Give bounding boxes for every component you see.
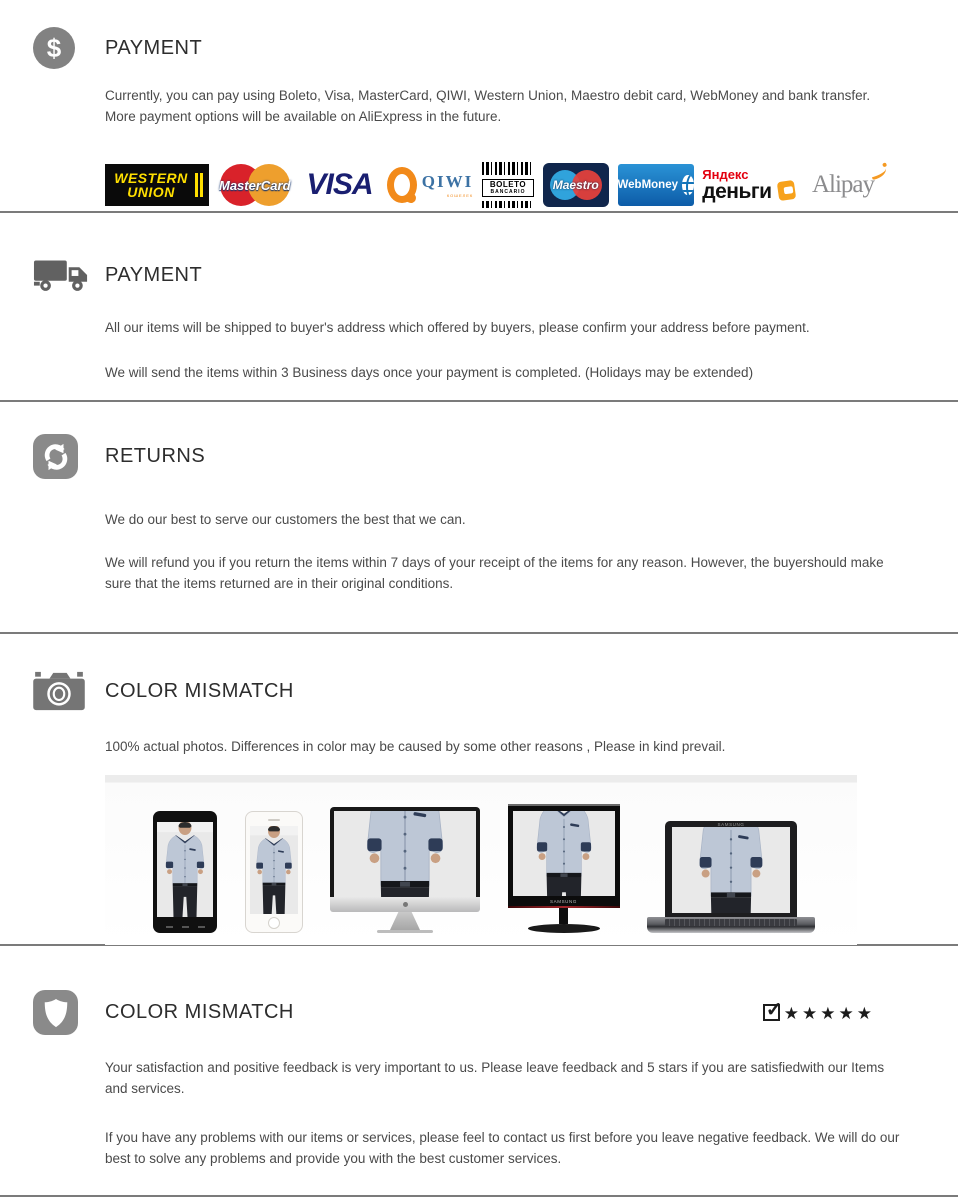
section-paragraph: If you have any problems with our items or services, please feel to contact us first before you leave negative feedback. We will do our best to solve any problems and provide you with the best customer services. <box>105 1130 900 1166</box>
yandex-label-line2: деньги <box>702 180 772 203</box>
section-paragraph: We do our best to serve our customers the best that we can. <box>105 512 466 527</box>
western-union-logo <box>105 164 209 206</box>
wallet-icon <box>776 179 795 200</box>
dollar-glyph: $ <box>46 32 62 63</box>
sync-arrows-icon <box>33 434 78 479</box>
webmoney-logo <box>618 164 694 206</box>
device-laptop <box>647 821 815 933</box>
section-color-mismatch-photos <box>0 634 958 944</box>
truck-icon <box>33 255 89 295</box>
western-union-label-line1: WESTERN <box>114 170 188 186</box>
globe-icon <box>682 175 694 195</box>
laptop-brand-label: SAMSUNG <box>717 822 745 827</box>
qiwi-q-icon <box>387 167 417 203</box>
western-union-bars-icon <box>195 173 203 197</box>
yandex-money-logo <box>702 161 794 209</box>
boleto-logo <box>482 162 534 208</box>
monitor-stand <box>559 908 568 924</box>
qiwi-sublabel: КОШЕЛЕК <box>446 193 474 198</box>
stars-icon: ★★★★★ <box>783 1003 875 1023</box>
yandex-label-line1: Яндекс <box>702 167 749 182</box>
western-union-label-line2: UNION <box>127 184 175 200</box>
boleto-label-line2: BANCARIO <box>490 188 526 195</box>
section-paragraph: Currently, you can pay using Boleto, Visa, MasterCard, QIWI, Western Union, Maestro debit card, WebMoney and bank transfer. More payment options will be available on AliExpress in the future. <box>105 88 871 124</box>
phone-speaker-icon <box>268 819 280 821</box>
visa-label: VISA <box>306 168 373 201</box>
device-smartphone-white <box>245 811 303 933</box>
section-title: COLOR MISMATCH <box>105 1001 294 1023</box>
visa-logo <box>301 164 379 206</box>
section-title: RETURNS <box>105 445 206 467</box>
imac-chin <box>330 897 480 912</box>
imac-stand <box>390 912 420 930</box>
section-paragraph: Your satisfaction and positive feedback is very important to us. Please leave feedback and 5 stars if you are satisfiedwith our Items and services. <box>105 1060 885 1096</box>
barcode-icon <box>482 162 534 175</box>
section-paragraph: We will send the items within 3 Business days once your payment is completed. (Holidays may be extended) <box>105 365 754 380</box>
laptop-keyboard-base <box>647 917 815 933</box>
imac-logo-dot-icon <box>403 902 408 907</box>
section-returns <box>0 402 958 632</box>
section-title: PAYMENT <box>105 36 203 59</box>
section-paragraph: 100% actual photos. Differences in color may be caused by some other reasons , Please in kind prevail. <box>105 739 726 754</box>
mastercard-logo <box>218 162 292 208</box>
imac-base <box>377 930 433 933</box>
section-paragraph: We will refund you if you return the items within 7 days of your receipt of the items for any reason. However, the buyershould make sure that the items returned are in their original conditions. <box>105 555 884 591</box>
phone-home-button-icon <box>268 917 280 929</box>
alipay-swoosh-icon <box>870 167 888 181</box>
section-paragraph: All our items will be shipped to buyer's address which offered by buyers, please confirm your address before payment. <box>105 320 810 335</box>
section-title: PAYMENT <box>105 263 203 286</box>
page-bottom-divider <box>0 1195 958 1197</box>
checkmark-glyph: ✓ <box>765 999 783 1021</box>
shield-icon <box>33 990 78 1035</box>
alipay-logo <box>803 163 883 207</box>
mastercard-label: MasterCard <box>218 177 291 193</box>
five-star-rating <box>763 999 875 1023</box>
payment-logos-row <box>105 161 883 209</box>
camera-icon <box>33 670 85 712</box>
monitor-accent-line <box>508 906 620 908</box>
device-imac <box>330 807 480 933</box>
section-payment-methods <box>0 0 958 211</box>
alipay-label: Alipay <box>811 171 875 198</box>
monitor-brand-label: SAMSUNG <box>550 899 577 904</box>
qiwi-logo <box>387 161 473 209</box>
phone-nav-dots-icon <box>153 926 217 928</box>
checkbox-checked-icon <box>763 999 783 1021</box>
dollar-icon <box>33 27 75 69</box>
qiwi-label: QIWI <box>421 172 474 191</box>
barcode-icon <box>482 201 534 208</box>
device-monitor <box>508 804 620 933</box>
section-feedback <box>0 946 958 1195</box>
monitor-base <box>528 924 600 933</box>
boleto-label-line1: BOLETO <box>489 179 527 189</box>
section-title: COLOR MISMATCH <box>105 679 294 702</box>
device-smartphone-black <box>153 811 217 933</box>
maestro-logo <box>543 163 609 207</box>
webmoney-label: WebMoney <box>617 179 678 191</box>
maestro-label: Maestro <box>552 178 599 192</box>
section-shipping <box>0 213 958 400</box>
product-photo-devices <box>105 775 857 945</box>
